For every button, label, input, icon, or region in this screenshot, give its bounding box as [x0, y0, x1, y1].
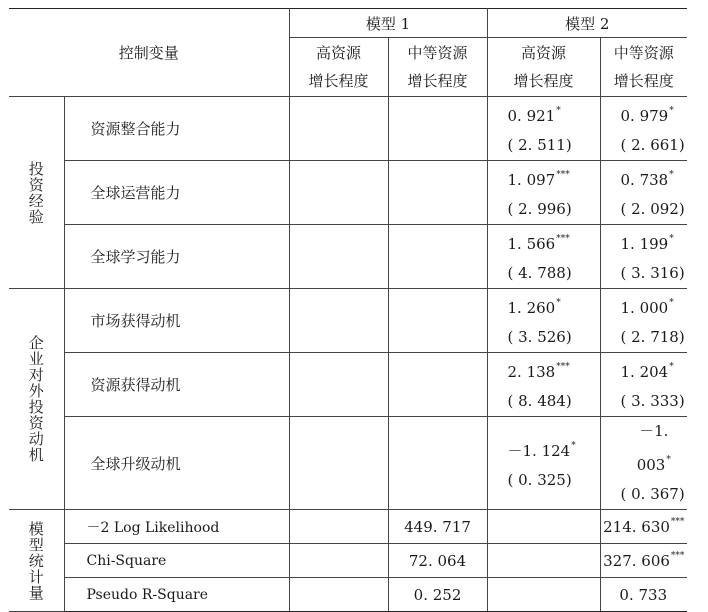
- m1-mid-cell: [388, 417, 487, 510]
- group-label-model-statistics: 模型统计量: [9, 510, 64, 612]
- m2-high-cell: 0. 921* ( 2. 511): [487, 97, 600, 161]
- m2-high-cell: 2. 138*** ( 8. 484): [487, 353, 600, 417]
- row-label: 全球升级动机: [64, 417, 289, 510]
- m1-high-cell: [289, 544, 388, 578]
- m2-high-header: 高资源 增长程度: [487, 38, 600, 97]
- row-label: 资源获得动机: [64, 353, 289, 417]
- row-label: 资源整合能力: [64, 97, 289, 161]
- m2-high-cell: 1. 566*** ( 4. 788): [487, 225, 600, 289]
- m1-high-cell: [289, 289, 388, 353]
- m1-high-cell: [289, 510, 388, 544]
- m2-mid-header: 中等资源 增长程度: [600, 38, 687, 97]
- m1-stat-cell: 449. 717: [388, 510, 487, 544]
- m2-stat-cell: 214. 630***: [600, 510, 687, 544]
- stat-label: －2 Log Likelihood: [64, 510, 289, 544]
- model1-header: 模型 1: [289, 9, 487, 38]
- m1-high-cell: [289, 578, 388, 612]
- m1-mid-cell: [388, 161, 487, 225]
- m1-mid-header: 中等资源 增长程度: [388, 38, 487, 97]
- m2-mid-cell: 0. 979* ( 2. 661): [600, 97, 687, 161]
- m2-high-cell: [487, 578, 600, 612]
- m2-mid-cell: 1. 000* ( 2. 718): [600, 289, 687, 353]
- m2-high-cell: 1. 097*** ( 2. 996): [487, 161, 600, 225]
- m1-high-cell: [289, 161, 388, 225]
- m1-high-cell: [289, 353, 388, 417]
- m2-mid-cell: 0. 738* ( 2. 092): [600, 161, 687, 225]
- m1-high-cell: [289, 225, 388, 289]
- m2-mid-cell: －1. 003* ( 0. 367): [600, 417, 687, 510]
- m2-stat-cell: 0. 733: [600, 578, 687, 612]
- model2-header: 模型 2: [487, 9, 687, 38]
- m2-high-cell: －1. 124* ( 0. 325): [487, 417, 600, 510]
- m1-mid-cell: [388, 97, 487, 161]
- m2-high-cell: [487, 510, 600, 544]
- m1-mid-cell: [388, 289, 487, 353]
- m1-high-cell: [289, 417, 388, 510]
- m1-high-cell: [289, 97, 388, 161]
- row-label: 全球运营能力: [64, 161, 289, 225]
- regression-table: [9, 8, 687, 612]
- group-label-investment-experience: 投资经验: [9, 97, 64, 289]
- m1-stat-cell: 72. 064: [388, 544, 487, 578]
- stat-label: Pseudo R-Square: [64, 578, 289, 612]
- stat-label: Chi-Square: [64, 544, 289, 578]
- group-label-investment-motive: 企业对外投资动机: [9, 289, 64, 510]
- control-variable-header: 控制变量: [9, 9, 289, 97]
- row-label: 全球学习能力: [64, 225, 289, 289]
- m2-high-cell: 1. 260* ( 3. 526): [487, 289, 600, 353]
- m1-high-header: 高资源 增长程度: [289, 38, 388, 97]
- m1-mid-cell: [388, 225, 487, 289]
- row-label: 市场获得动机: [64, 289, 289, 353]
- m2-high-cell: [487, 544, 600, 578]
- m2-mid-cell: 1. 199* ( 3. 316): [600, 225, 687, 289]
- m2-stat-cell: 327. 606***: [600, 544, 687, 578]
- m2-mid-cell: 1. 204* ( 3. 333): [600, 353, 687, 417]
- m1-mid-cell: [388, 353, 487, 417]
- m1-stat-cell: 0. 252: [388, 578, 487, 612]
